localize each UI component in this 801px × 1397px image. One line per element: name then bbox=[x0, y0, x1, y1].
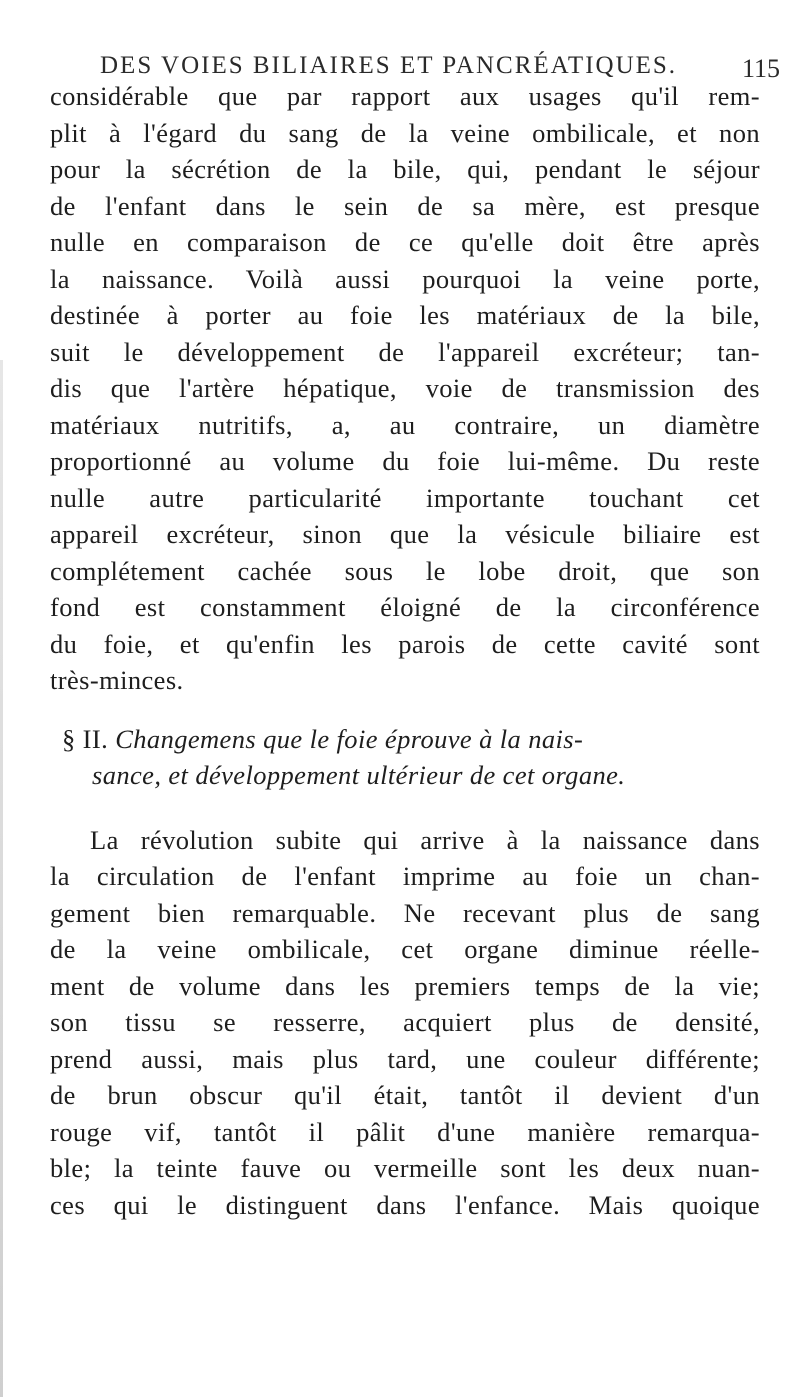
spacer bbox=[50, 794, 760, 822]
paragraph-2 bbox=[50, 822, 760, 1224]
section-title-part-2: sance, et développement ultérieur de cet organe. bbox=[92, 760, 626, 790]
text-line: pour la sécrétion de la bile, qui, pendant le séjour bbox=[50, 154, 760, 184]
page-gutter-shadow bbox=[0, 360, 3, 1397]
text-line: matériaux nutritifs, a, au contraire, un diamètre bbox=[50, 409, 760, 440]
spacer bbox=[50, 699, 760, 721]
page-number: 115 bbox=[741, 54, 780, 83]
text-line: ces qui le distinguent dans l'enfance. Mais quoique bbox=[50, 1189, 760, 1220]
text-line: ble; la teinte fauve ou vermeille sont les deux nuan- bbox=[50, 1153, 760, 1183]
text-line: rouge vif, tantôt il pâlit d'une manière remarqua- bbox=[50, 1116, 760, 1147]
paragraph-1 bbox=[50, 78, 760, 699]
text-line: plit à l'égard du sang de la veine ombilicale, et non bbox=[50, 117, 760, 148]
text-line: La révolution subite qui arrive à la naissance dans bbox=[90, 824, 760, 855]
running-head: DES VOIES BILIAIRES ET PANCRÉATIQUES. bbox=[100, 52, 678, 79]
text-line: la naissance. Voilà aussi pourquoi la veine porte, bbox=[50, 263, 760, 294]
text-line: destinée à porter au foie les matériaux de la bile, bbox=[50, 300, 760, 330]
text-line: son tissu se resserre, acquiert plus de densité, bbox=[50, 1007, 760, 1037]
text-line: gement bien remarquable. Ne recevant plus de sang bbox=[50, 897, 760, 928]
section-number: § II. bbox=[62, 723, 109, 754]
text-line: ment de volume dans les premiers temps de la vie; bbox=[50, 970, 760, 1001]
text-line: très-minces. bbox=[50, 665, 184, 695]
text-line: dis que l'artère hépatique, voie de transmission des bbox=[50, 373, 760, 403]
section-title-part-1: Changemens que le foie éprouve à la nais- bbox=[115, 723, 584, 754]
body-text bbox=[50, 78, 760, 1223]
text-line: nulle autre particularité importante touchant cet bbox=[50, 482, 760, 513]
text-line: proportionné au volume du foie lui-même. Du reste bbox=[50, 446, 760, 476]
text-line: suit le développement de l'appareil excréteur; tan- bbox=[50, 336, 760, 367]
text-line: de l'enfant dans le sein de sa mère, est presque bbox=[50, 190, 760, 221]
section-heading bbox=[50, 721, 760, 794]
text-line: de brun obscur qu'il était, tantôt il devient d'un bbox=[50, 1080, 760, 1110]
text-line: la circulation de l'enfant imprime au foie un chan- bbox=[50, 861, 760, 891]
text-line: prend aussi, mais plus tard, une couleur différente; bbox=[50, 1043, 760, 1074]
section-heading-line-1 bbox=[50, 721, 760, 758]
text-line: considérable que par rapport aux usages qu'il rem- bbox=[50, 81, 760, 111]
text-line: appareil excréteur, sinon que la vésicule biliaire est bbox=[50, 519, 760, 549]
text-line: du foie, et qu'enfin les parois de cette cavité sont bbox=[50, 628, 760, 659]
text-line: de la veine ombilicale, cet organe diminue réelle- bbox=[50, 934, 760, 964]
text-line: fond est constamment éloigné de la circonférence bbox=[50, 592, 760, 622]
text-line: nulle en comparaison de ce qu'elle doit être après bbox=[50, 227, 760, 257]
text-line: complétement cachée sous le lobe droit, que son bbox=[50, 555, 760, 586]
